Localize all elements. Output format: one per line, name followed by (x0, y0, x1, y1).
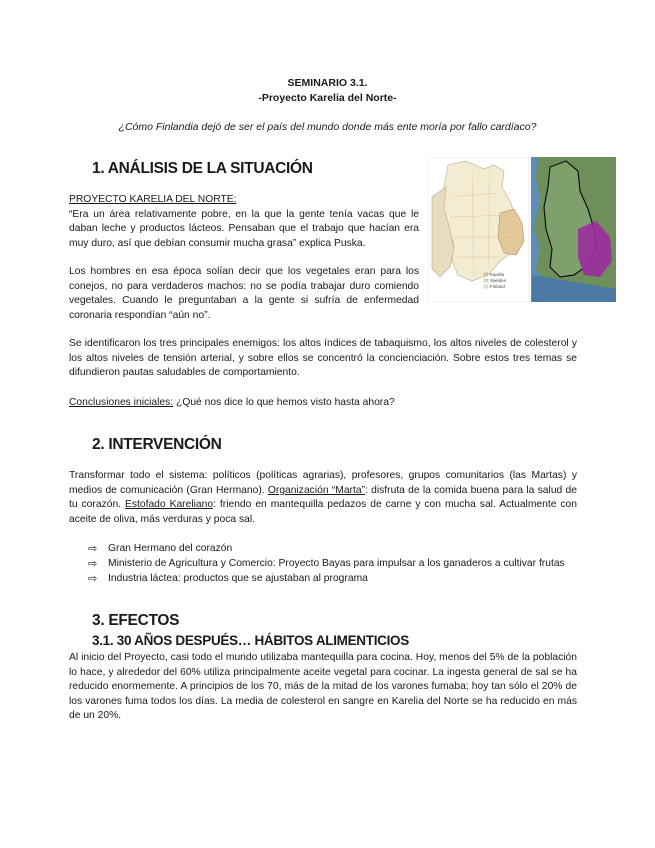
stew-label: Estofado Kareliano (124, 499, 214, 511)
section1-heading: 1. ANÁLISIS DE LA SITUACIÓN (92, 160, 313, 177)
section3-subheading: 3.1. 30 AÑOS DESPUÉS… HÁBITOS ALIMENTICIOS (92, 633, 409, 648)
intervention-text-3: : friendo en mantequilla pedazos de carne y con mucha sal. Actualmente con aceite de oliva, más verduras y poca sal. (69, 499, 577, 525)
document-title: SEMINARIO 3.1. (287, 77, 368, 89)
arrow-icon: ⇨ (88, 572, 98, 585)
conclusions-label: Conclusiones iniciales: (69, 397, 174, 408)
bullet-text: Gran Hermano del corazón (108, 543, 233, 554)
arrow-icon: ⇨ (88, 557, 98, 570)
document-subtitle: -Proyecto Karelia del Norte- (258, 92, 397, 104)
project-quote-block (69, 193, 419, 251)
section2-heading: 2. INTERVENCIÓN (92, 436, 222, 453)
conclusions-text: ¿Qué nos dice lo que hemos visto hasta ahora? (173, 397, 395, 408)
list-item (88, 571, 608, 586)
enemies-paragraph: Se identificaron los tres principales enemigos: los altos índices de tabaquismo, los altos niveles de colesterol y los altos niveles de tensión arterial, y sobre ellos se concentró la concienciación. Sobre estos tres temas se difundieron pautas saludables de comportamiento. (69, 338, 577, 379)
intervention-text-2: : disfruta de la comida buena para la salud de tu corazón. (69, 484, 577, 511)
bullet-text: Industria láctea: productos que se ajustaban al programa (108, 573, 368, 584)
marta-label: Organización “Marta” (267, 484, 366, 496)
project-quote: “Era un área relativamente pobre, en la que la gente tenía vacas que le daban leche y productos lácteos. Pensaban que el trabajo que hacían era muy duro, así que debían consumir mucha grasa” explica Puska. (69, 208, 419, 249)
project-label: PROYECTO KARELIA DEL NORTE: (69, 194, 237, 205)
intervention-paragraph (69, 469, 577, 527)
guiding-question: ¿Cómo Finlandia dejó de ser el país del mundo donde más ente moría por fallo cardíaco? (118, 121, 537, 133)
arrow-icon: ⇨ (88, 542, 98, 555)
conclusions-line (69, 396, 577, 411)
effects-paragraph: Al inicio del Proyecto, casi todo el mundo utilizaba mantequilla para cocina. Hoy, menos del 5% de la población lo hace, y alrededor del 60% utiliza principalmente aceite vegetal para cocinar. La ingesta general de sal se ha reducido enormemente. A principios de los 70, más de la mitad de los varones fumaba; hoy tan sólo el 20% de los varones fuma todos los días. La media de colesterol en sangre en Karelia del Norte se ha reducido en más de un 20%. (69, 652, 577, 722)
section3-heading: 3. EFECTOS (92, 612, 180, 629)
legend-sweden: Sweden (490, 278, 507, 283)
bullet-text: Ministerio de Agricultura y Comercio: Proyecto Bayas para impulsar a los ganaderos a cultivar frutas (108, 558, 565, 569)
legend-karelia: Karelia (490, 272, 505, 277)
vegetables-paragraph: Los hombres en esa época solían decir que los vegetales eran para los conejos, no para verdaderos machos: no se podía trabajar duro comiendo vegetales. Cuando le preguntaban a la gente si sufría de enfermedad coronaria respondían “aún no”. (69, 266, 419, 321)
karelia-map-image (428, 157, 616, 302)
intervention-bullet-list (88, 541, 608, 586)
legend-finland: Finland (490, 284, 505, 289)
list-item (88, 541, 608, 556)
list-item (88, 556, 608, 571)
document-title-block (0, 76, 655, 106)
karelia-map-figure (428, 157, 616, 302)
intervention-text-1: Transformar todo el sistema: políticos (políticas agrarias), profesores, grupos comunitarios (las Martas) y medios de comunicación (Gran Hermano). (69, 470, 577, 496)
